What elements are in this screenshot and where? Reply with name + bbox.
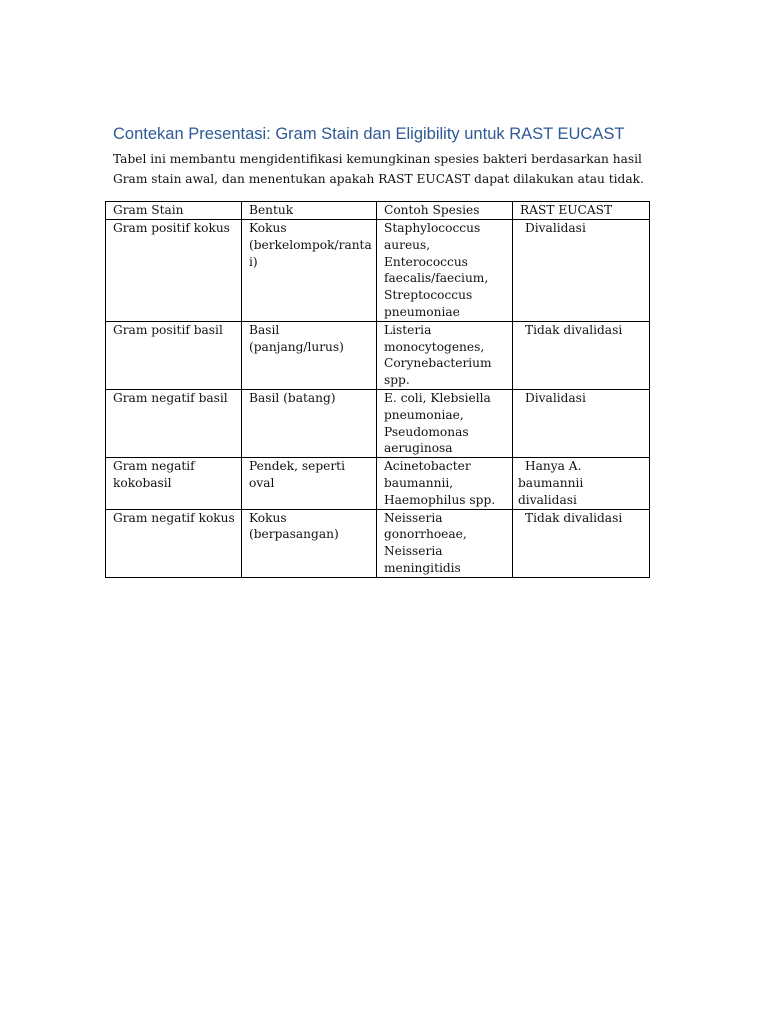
cell-rast-eucast: Divalidasi: [513, 389, 650, 457]
cell-bentuk: Basil (batang): [242, 389, 377, 457]
cell-rast-eucast: Divalidasi: [513, 220, 650, 322]
header-rast-eucast: RAST EUCAST: [513, 202, 650, 220]
cell-gram-stain: Gram positif basil: [106, 321, 242, 389]
document-intro: Tabel ini membantu mengidentifikasi kemungkinan spesies bakteri berdasarkan hasil Gram stain awal, dan menentukan apakah RAST EUCAST dapat dilakukan atau tidak.: [113, 152, 644, 186]
cell-gram-stain: Gram negatif basil: [106, 389, 242, 457]
cell-contoh-spesies: Acinetobacter baumannii, Haemophilus spp.: [377, 458, 513, 509]
cell-gram-stain: Gram positif kokus: [106, 220, 242, 322]
cell-rast-eucast: Hanya A. baumannii divalidasi: [513, 458, 650, 509]
cell-rast-eucast: Tidak divalidasi: [513, 321, 650, 389]
document-title: Contekan Presentasi: Gram Stain dan Eligibility untuk RAST EUCAST: [113, 125, 625, 143]
header-gram-stain: Gram Stain: [106, 202, 242, 220]
cell-bentuk: Kokus (berpasangan): [242, 509, 377, 577]
cell-bentuk: Pendek, seperti oval: [242, 458, 377, 509]
cell-bentuk: Basil (panjang/lurus): [242, 321, 377, 389]
cell-bentuk: Kokus (berkelompok/rantai): [242, 220, 377, 322]
table-row: [106, 509, 650, 577]
cell-rast-eucast: Tidak divalidasi: [513, 509, 650, 577]
table-row: [106, 321, 650, 389]
cell-gram-stain: Gram negatif kokobasil: [106, 458, 242, 509]
gram-stain-table: [105, 201, 650, 578]
cell-gram-stain: Gram negatif kokus: [106, 509, 242, 577]
table-row: [106, 389, 650, 457]
header-contoh-spesies: Contoh Spesies: [377, 202, 513, 220]
cell-contoh-spesies: Staphylococcus aureus, Enterococcus faecalis/faecium, Streptococcus pneumoniae: [377, 220, 513, 322]
table-row: [106, 220, 650, 322]
cell-contoh-spesies: Listeria monocytogenes, Corynebacterium spp.: [377, 321, 513, 389]
table-row: [106, 458, 650, 509]
header-bentuk: Bentuk: [242, 202, 377, 220]
cell-contoh-spesies: E. coli, Klebsiella pneumoniae, Pseudomonas aeruginosa: [377, 389, 513, 457]
table-header-row: [106, 202, 650, 220]
cell-contoh-spesies: Neisseria gonorrhoeae, Neisseria meningitidis: [377, 509, 513, 577]
